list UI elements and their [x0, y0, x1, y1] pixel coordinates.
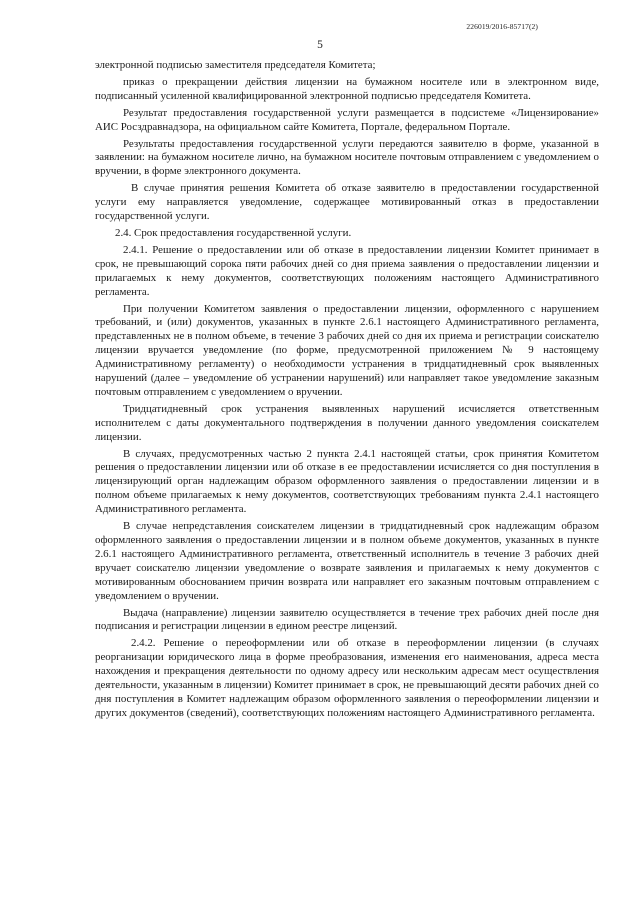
paragraph: Тридцатидневный срок устранения выявленных нарушений исчисляется ответственным исполнителем с даты документального подтверждения в получении данного уведомления соискателем лицензии.	[95, 402, 599, 443]
paragraph: Выдача (направление) лицензии заявителю осуществляется в течение трех рабочих дней после дня подписания и регистрации лицензии в едином реестре лицензий.	[95, 606, 599, 633]
paragraph: 2.4.1. Решение о предоставлении или об отказе в предоставлении лицензии Комитет принимает в срок, не превышающий сорока пяти рабочих дней со дня приема заявления о предоставлении лицензии и прилагаемых к нему документов, соответствующих положениям настоящего Административного регламента.	[95, 243, 599, 298]
page-number: 5	[317, 39, 323, 51]
paragraph: В случае принятия решения Комитета об отказе заявителю в предоставлении государственной услуги ему направляется уведомление, содержащее мотивированный отказ в предоставлении государственной услуги.	[95, 182, 599, 223]
paragraph: 2.4.2. Решение о переоформлении или об отказе в переоформлении лицензии (в случаях реорганизации юридического лица в форме преобразования, изменения его наименования, адреса места нахождения и прекращения деятельности по одному адресу или нескольким адресам мест осуществления деятельности, указанным в лицензии) Комитет принимает в срок, не превышающий десяти рабочих дней со дня поступления в Комитет надлежащим образом оформленного заявления о переоформлении лицензии и других документов (сведений), соответствующих положениям настоящего Административного регламента.	[95, 637, 599, 719]
paragraph: приказ о прекращении действия лицензии на бумажном носителе или в электронном виде, подписанный усиленной квалифицированной электронной подписью председателя Комитета.	[95, 75, 599, 102]
paragraph: электронной подписью заместителя председателя Комитета;	[95, 59, 376, 71]
document-id: 226019/2016-85717(2)	[466, 22, 538, 31]
paragraph: В случае непредставления соискателем лицензии в тридцатидневный срок надлежащим образом оформленного заявления о предоставлении лицензии и в полном объеме документов, указанных в пункте 2.6.1 настоящего Административного регламента, ответственный исполнитель в течение 3 рабочих дней вручает соискателю лицензии уведомление о возврате заявления и прилагаемых к нему документов с мотивированным обоснованием причин возврата или направляет его заказным почтовым отправлением с уведомлением о вручении.	[95, 520, 599, 602]
paragraph: При получении Комитетом заявления о предоставлении лицензии, оформленного с нарушением требований, и (или) документов, указанных в пункте 2.6.1 настоящего Административного регламента, представленных не в полном объеме, в течение 3 рабочих дней со дня их приема и регистрации соискателю лицензии вручается уведомление (по форме, предусмотренной приложением № 9 настоящему Административному регламенту) о необходимости устранения в тридцатидневный срок выявленных нарушений (далее – уведомление об устранении нарушений) или направляет такое уведомление заказным почтовым отправлением с уведомлением о вручении.	[95, 302, 599, 398]
document-body	[95, 59, 599, 724]
paragraph: Результат предоставления государственной услуги размещается в подсистеме «Лицензирование» АИС Росздравнадзора, на официальном сайте Комитета, Портале, федеральном Портале.	[95, 106, 599, 133]
section-heading: 2.4. Срок предоставления государственной услуги.	[115, 226, 352, 239]
paragraph: Результаты предоставления государственной услуги передаются заявителю в форме, указанной в заявлении: на бумажном носителе лично, на бумажном носителе почтовым отправлением с уведомлением о вручении, в форме электронного документа.	[95, 137, 599, 178]
paragraph: В случаях, предусмотренных частью 2 пункта 2.4.1 настоящей статьи, срок принятия Комитетом решения о предоставлении лицензии или об отказе в ее предоставлении исчисляется со дня поступления в лицензирующий орган надлежащим образом оформленного заявления о предоставлении лицензии и в полном объеме прилагаемых к нему документов, соответствующих требованиям пункта 2.4.1 настоящего Административного регламента.	[95, 447, 599, 516]
